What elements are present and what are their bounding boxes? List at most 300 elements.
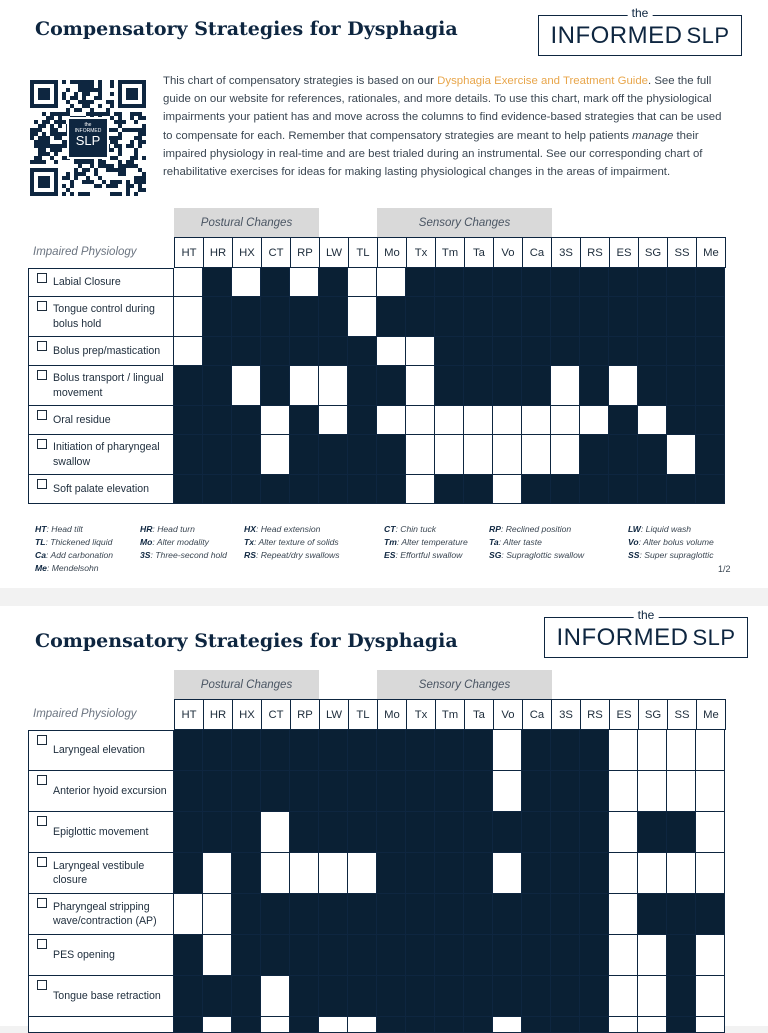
table-row: [28, 337, 726, 366]
grid-cell-vo: [493, 771, 522, 812]
grid-cell-rs: [580, 475, 609, 504]
grid-cell-hx: [232, 297, 261, 337]
grid-cell-ht: [174, 406, 203, 435]
grid-cell-ss: [667, 853, 696, 894]
grid-cell-rs: [580, 366, 609, 406]
grid-cell-vo: [493, 812, 522, 853]
grid-cell-hx: [232, 435, 261, 475]
grid-cell-rs: [580, 771, 609, 812]
checkbox[interactable]: [37, 301, 47, 311]
grid-cell-lw: [319, 268, 348, 297]
grid-cell-ht: [174, 894, 203, 935]
physiology-label-text: Tongue base retraction: [53, 989, 161, 1002]
physiology-label-text: Anterior hyoid excursion: [53, 784, 167, 797]
column-header-tl: TL: [349, 238, 378, 268]
grid-cell-tx: [406, 853, 435, 894]
grid-cell-ht: [174, 337, 203, 366]
checkbox[interactable]: [37, 479, 47, 489]
column-header-tx: Tx: [407, 700, 436, 730]
grid-cell-hx: [232, 730, 261, 771]
grid-cell-es: [609, 976, 638, 1017]
grid-cell-ct: [261, 730, 290, 771]
legend-item: ES: Effortful swallow: [384, 550, 463, 560]
grid-cell-lw: [319, 730, 348, 771]
grid-cell-rs: [580, 976, 609, 1017]
checkbox[interactable]: [37, 816, 47, 826]
legend-item: Me: Mendelsohn: [35, 563, 99, 573]
grid-cell-hr: [203, 853, 232, 894]
legend-column: [628, 523, 714, 562]
physiology-label-text: Epiglottic movement: [53, 825, 149, 838]
legend-column: [244, 523, 340, 562]
grid-cell-vo: [493, 297, 522, 337]
checkbox[interactable]: [37, 735, 47, 745]
logo-brand: INFORMED: [556, 624, 689, 651]
legend-item: LW: Liquid wash: [628, 524, 692, 534]
column-header-vo: Vo: [494, 700, 523, 730]
guide-link[interactable]: Dysphagia Exercise and Treatment Guide: [437, 75, 648, 87]
grid-cell-mo: [377, 268, 406, 297]
grid-cell-tm: [435, 406, 464, 435]
grid-cell-ct: [261, 475, 290, 504]
grid-cell-sg: [638, 475, 667, 504]
column-header-mo: Mo: [378, 700, 407, 730]
grid-cell-sg: [638, 297, 667, 337]
column-header-ta: Ta: [465, 238, 494, 268]
grid-cell-tm: [435, 268, 464, 297]
physiology-label-text: PES opening: [53, 948, 115, 961]
grid-cell-tx: [406, 297, 435, 337]
grid-cell-tm: [435, 894, 464, 935]
table-row: [28, 297, 726, 337]
physiology-label-text: Tongue control during bolus hold: [53, 303, 155, 330]
physiology-label[interactable]: [28, 337, 174, 366]
grid-cell-3s: [551, 268, 580, 297]
grid-cell-mo: [377, 366, 406, 406]
grid-cell-ct: [261, 297, 290, 337]
grid-cell-me: [696, 268, 725, 297]
grid-cell-hr: [203, 268, 232, 297]
grid-cell-ca: [522, 475, 551, 504]
grid-cell-ta: [464, 730, 493, 771]
table-row: [28, 366, 726, 406]
grid-cell-ct: [261, 1017, 290, 1033]
checkbox[interactable]: [37, 439, 47, 449]
grid-cell-ca: [522, 406, 551, 435]
grid-cell-ca: [522, 771, 551, 812]
grid-cell-sg: [638, 1017, 667, 1033]
grid-cell-tm: [435, 730, 464, 771]
grid-cell-rp: [290, 406, 319, 435]
grid-cell-lw: [319, 297, 348, 337]
grid-cell-ht: [174, 268, 203, 297]
table-row: [28, 976, 726, 1017]
grid-cell-ca: [522, 935, 551, 976]
column-header-es: ES: [610, 238, 639, 268]
grid-cell-ht: [174, 435, 203, 475]
logo-slp: SLP: [692, 625, 736, 650]
physiology-label[interactable]: [28, 406, 174, 435]
grid-cell-ta: [464, 853, 493, 894]
grid-cell-tl: [348, 268, 377, 297]
column-header-ht: HT: [175, 700, 204, 730]
grid-cell-me: [696, 935, 725, 976]
grid-cell-ta: [464, 337, 493, 366]
grid-cell-rp: [290, 337, 319, 366]
grid-cell-rs: [580, 406, 609, 435]
grid-cell-3s: [551, 730, 580, 771]
grid-cell-vo: [493, 406, 522, 435]
grid-cell-ca: [522, 366, 551, 406]
grid-cell-3s: [551, 297, 580, 337]
legend-item: Ca: Add carbonation: [35, 550, 114, 560]
column-header-es: ES: [610, 700, 639, 730]
grid-cell-sg: [638, 337, 667, 366]
grid-cell-es: [609, 1017, 638, 1033]
grid-cell-tl: [348, 366, 377, 406]
grid-cell-mo: [377, 935, 406, 976]
qr-center-logo: [67, 117, 109, 159]
grid-cell-ca: [522, 976, 551, 1017]
grid-cell-ct: [261, 337, 290, 366]
grid-cell-tl: [348, 337, 377, 366]
grid-cell-mo: [377, 976, 406, 1017]
grid-cell-ct: [261, 268, 290, 297]
grid-cell-es: [609, 435, 638, 475]
grid-cell-3s: [551, 976, 580, 1017]
grid-cell-3s: [551, 406, 580, 435]
table-row: [28, 268, 726, 297]
grid-cell-es: [609, 297, 638, 337]
grid-cell-es: [609, 812, 638, 853]
column-header-tx: Tx: [407, 238, 436, 268]
grid-cell-lw: [319, 1017, 348, 1033]
grid-cell-ss: [667, 935, 696, 976]
table-row: [28, 435, 726, 475]
grid-cell-hr: [203, 812, 232, 853]
grid-cell-rp: [290, 1017, 319, 1033]
grid-cell-rs: [580, 268, 609, 297]
grid-cell-es: [609, 475, 638, 504]
physiology-label-text: Laryngeal vestibule closure: [53, 859, 145, 886]
physiology-label[interactable]: [28, 853, 174, 894]
physiology-label[interactable]: [28, 730, 174, 771]
grid-cell-ta: [464, 268, 493, 297]
logo-the: the: [628, 6, 653, 20]
grid-cell-3s: [551, 894, 580, 935]
grid-cell-rp: [290, 730, 319, 771]
column-header-hx: HX: [233, 700, 262, 730]
grid-cell-tl: [348, 812, 377, 853]
qr-logo-the: the: [84, 122, 92, 128]
grid-cell-vo: [493, 894, 522, 935]
grid-cell-me: [696, 475, 725, 504]
grid-cell-tm: [435, 771, 464, 812]
physiology-label[interactable]: [28, 812, 174, 853]
grid-cell-tm: [435, 976, 464, 1017]
grid-cell-hx: [232, 475, 261, 504]
grid-cell-es: [609, 268, 638, 297]
grid-cell-hr: [203, 935, 232, 976]
physiology-label[interactable]: [28, 771, 174, 812]
grid-cell-tl: [348, 1017, 377, 1033]
grid-cell-ss: [667, 406, 696, 435]
column-header-ss: SS: [668, 700, 697, 730]
grid-cell-ta: [464, 894, 493, 935]
grid-cell-ss: [667, 435, 696, 475]
checkbox[interactable]: [37, 775, 47, 785]
grid-cell-lw: [319, 771, 348, 812]
grid-cell-rp: [290, 935, 319, 976]
grid-cell-rp: [290, 435, 319, 475]
physiology-label[interactable]: [28, 268, 174, 297]
grid-cell-tx: [406, 812, 435, 853]
checkbox[interactable]: [37, 980, 47, 990]
column-header-tm: Tm: [436, 238, 465, 268]
physiology-label[interactable]: [28, 435, 174, 475]
grid-cell-sg: [638, 406, 667, 435]
grid-cell-ta: [464, 976, 493, 1017]
legend-item: 3S: Three-second hold: [140, 550, 227, 560]
column-header-ct: CT: [262, 238, 291, 268]
physiology-label-text: Laryngeal elevation: [53, 744, 145, 757]
grid-cell-tl: [348, 935, 377, 976]
grid-cell-ca: [522, 337, 551, 366]
grid-cell-hr: [203, 771, 232, 812]
grid-cell-tx: [406, 268, 435, 297]
qr-logo-brand: INFORMED: [74, 128, 102, 134]
grid-cell-ca: [522, 297, 551, 337]
grid-cell-mo: [377, 730, 406, 771]
grid-cell-mo: [377, 853, 406, 894]
physiology-label[interactable]: [28, 1017, 174, 1033]
table-row: [28, 853, 726, 894]
table-row: [28, 935, 726, 976]
grid-cell-ht: [174, 771, 203, 812]
grid-cell-rs: [580, 435, 609, 475]
grid-cell-ss: [667, 730, 696, 771]
grid-cell-tm: [435, 435, 464, 475]
grid-cell-es: [609, 894, 638, 935]
grid-cell-tx: [406, 730, 435, 771]
grid-cell-ca: [522, 1017, 551, 1033]
grid-cell-me: [696, 894, 725, 935]
column-header-me: Me: [697, 700, 726, 730]
physiology-label[interactable]: [28, 894, 174, 935]
grid-cell-ss: [667, 337, 696, 366]
grid-cell-tx: [406, 894, 435, 935]
grid-cell-ca: [522, 268, 551, 297]
grid-cell-hr: [203, 730, 232, 771]
grid-cell-rp: [290, 812, 319, 853]
group-postural-changes: Postural Changes: [174, 670, 319, 700]
grid-cell-lw: [319, 366, 348, 406]
grid-cell-vo: [493, 435, 522, 475]
grid-cell-tl: [348, 853, 377, 894]
grid-cell-rp: [290, 771, 319, 812]
column-header-ss: SS: [668, 238, 697, 268]
brand-logo: [544, 608, 748, 658]
grid-cell-mo: [377, 297, 406, 337]
grid-cell-hr: [203, 297, 232, 337]
physiology-label-text: Labial Closure: [53, 276, 121, 289]
grid-cell-lw: [319, 406, 348, 435]
grid-cell-tl: [348, 894, 377, 935]
grid-cell-ct: [261, 935, 290, 976]
grid-cell-ca: [522, 812, 551, 853]
grid-cell-ht: [174, 475, 203, 504]
intro-paragraph: This chart of compensatory strategies is based on our Dysphagia Exercise and Treatment Guide. See the full guide on our website for references, rationales, and more details. To use this chart, mark off the physiological impairments your patient has and move across the columns to find evidence-based strategies that can be used to compensate for each. Remember that compensatory strategies are meant to help patients manage their impaired physiology in real-time and are best trialed during an instrumental. See our corresponding chart of rehabilitative exercises for ideas for making lasting physiological changes in the areas of impairment.: [163, 75, 722, 179]
checkbox[interactable]: [37, 898, 47, 908]
checkbox[interactable]: [37, 273, 47, 283]
grid-cell-rs: [580, 935, 609, 976]
checkbox[interactable]: [37, 857, 47, 867]
column-header-ct: CT: [262, 700, 291, 730]
grid-cell-ss: [667, 268, 696, 297]
column-header-3s: 3S: [552, 238, 581, 268]
physiology-label[interactable]: [28, 475, 174, 504]
grid-cell-rp: [290, 475, 319, 504]
column-header-hx: HX: [233, 238, 262, 268]
qr-code[interactable]: [30, 80, 146, 196]
grid-cell-rs: [580, 297, 609, 337]
grid-cell-ca: [522, 730, 551, 771]
grid-cell-lw: [319, 853, 348, 894]
strategy-grid-1: [28, 237, 726, 504]
checkbox[interactable]: [37, 410, 47, 420]
grid-cell-tm: [435, 935, 464, 976]
column-header-ta: Ta: [465, 700, 494, 730]
grid-cell-ht: [174, 366, 203, 406]
grid-cell-ss: [667, 894, 696, 935]
physiology-label[interactable]: [28, 366, 174, 406]
physiology-label[interactable]: [28, 976, 174, 1017]
grid-cell-3s: [551, 812, 580, 853]
grid-cell-vo: [493, 337, 522, 366]
column-header-tl: TL: [349, 700, 378, 730]
grid-cell-tx: [406, 337, 435, 366]
grid-cell-tx: [406, 435, 435, 475]
column-header-sg: SG: [639, 700, 668, 730]
grid-cell-me: [696, 976, 725, 1017]
table-row: [28, 1017, 726, 1033]
grid-cell-mo: [377, 1017, 406, 1033]
logo-slp: SLP: [686, 23, 730, 48]
grid-cell-ht: [174, 812, 203, 853]
legend-item: SG: Supraglottic swallow: [489, 550, 585, 560]
grid-cell-vo: [493, 1017, 522, 1033]
grid-cell-lw: [319, 976, 348, 1017]
grid-cell-me: [696, 337, 725, 366]
legend-item: Tx: Alter texture of solids: [244, 537, 339, 547]
grid-cell-vo: [493, 730, 522, 771]
grid-cell-hx: [232, 935, 261, 976]
column-header-3s: 3S: [552, 700, 581, 730]
legend-item: RP: Reclined position: [489, 524, 572, 534]
grid-cell-es: [609, 406, 638, 435]
grid-cell-hr: [203, 435, 232, 475]
grid-cell-hr: [203, 406, 232, 435]
grid-cell-ss: [667, 366, 696, 406]
grid-cell-rs: [580, 812, 609, 853]
grid-cell-hr: [203, 366, 232, 406]
grid-cell-rs: [580, 337, 609, 366]
grid-cell-tm: [435, 337, 464, 366]
grid-cell-tx: [406, 366, 435, 406]
grid-cell-tm: [435, 853, 464, 894]
column-header-tm: Tm: [436, 700, 465, 730]
column-header-rp: RP: [291, 238, 320, 268]
legend-column: [489, 523, 584, 562]
grid-cell-hr: [203, 337, 232, 366]
legend-item: RS: Repeat/dry swallows: [244, 550, 340, 560]
physiology-label-text: Soft palate elevation: [53, 482, 150, 495]
grid-cell-tl: [348, 976, 377, 1017]
legend-column: [140, 523, 227, 562]
table-row: [28, 771, 726, 812]
checkbox[interactable]: [37, 370, 47, 380]
grid-cell-hx: [232, 366, 261, 406]
grid-cell-lw: [319, 812, 348, 853]
grid-cell-hx: [232, 406, 261, 435]
legend-column: [35, 523, 113, 575]
grid-cell-tl: [348, 771, 377, 812]
grid-cell-hr: [203, 475, 232, 504]
checkbox[interactable]: [37, 341, 47, 351]
checkbox[interactable]: [37, 939, 47, 949]
page-number: 1/2: [718, 564, 731, 574]
physiology-label[interactable]: [28, 297, 174, 337]
grid-cell-3s: [551, 337, 580, 366]
column-header-mo: Mo: [378, 238, 407, 268]
grid-cell-hx: [232, 853, 261, 894]
column-header-hr: HR: [204, 238, 233, 268]
grid-cell-rp: [290, 894, 319, 935]
table-row: [28, 812, 726, 853]
grid-cell-ss: [667, 1017, 696, 1033]
legend-item: Mo: Alter modality: [140, 537, 209, 547]
grid-cell-vo: [493, 976, 522, 1017]
grid-cell-me: [696, 1017, 725, 1033]
grid-cell-sg: [638, 435, 667, 475]
grid-cell-es: [609, 935, 638, 976]
grid-cell-tl: [348, 475, 377, 504]
grid-cell-sg: [638, 730, 667, 771]
grid-cell-rp: [290, 297, 319, 337]
physiology-label-text: Pharyngeal stripping wave/contraction (AP): [53, 900, 157, 927]
grid-cell-mo: [377, 894, 406, 935]
physiology-label[interactable]: [28, 935, 174, 976]
grid-cell-3s: [551, 1017, 580, 1033]
grid-cell-vo: [493, 853, 522, 894]
grid-cell-rp: [290, 268, 319, 297]
grid-cell-mo: [377, 771, 406, 812]
page-title: Compensatory Strategies for Dysphagia: [35, 630, 458, 652]
grid-cell-me: [696, 297, 725, 337]
grid-cell-ct: [261, 366, 290, 406]
grid-cell-hx: [232, 771, 261, 812]
grid-cell-3s: [551, 475, 580, 504]
column-header-rp: RP: [291, 700, 320, 730]
grid-cell-ta: [464, 475, 493, 504]
grid-cell-hx: [232, 894, 261, 935]
grid-cell-lw: [319, 894, 348, 935]
grid-cell-hx: [232, 1017, 261, 1033]
grid-cell-mo: [377, 435, 406, 475]
grid-cell-hr: [203, 1017, 232, 1033]
grid-cell-hx: [232, 337, 261, 366]
grid-cell-ta: [464, 435, 493, 475]
